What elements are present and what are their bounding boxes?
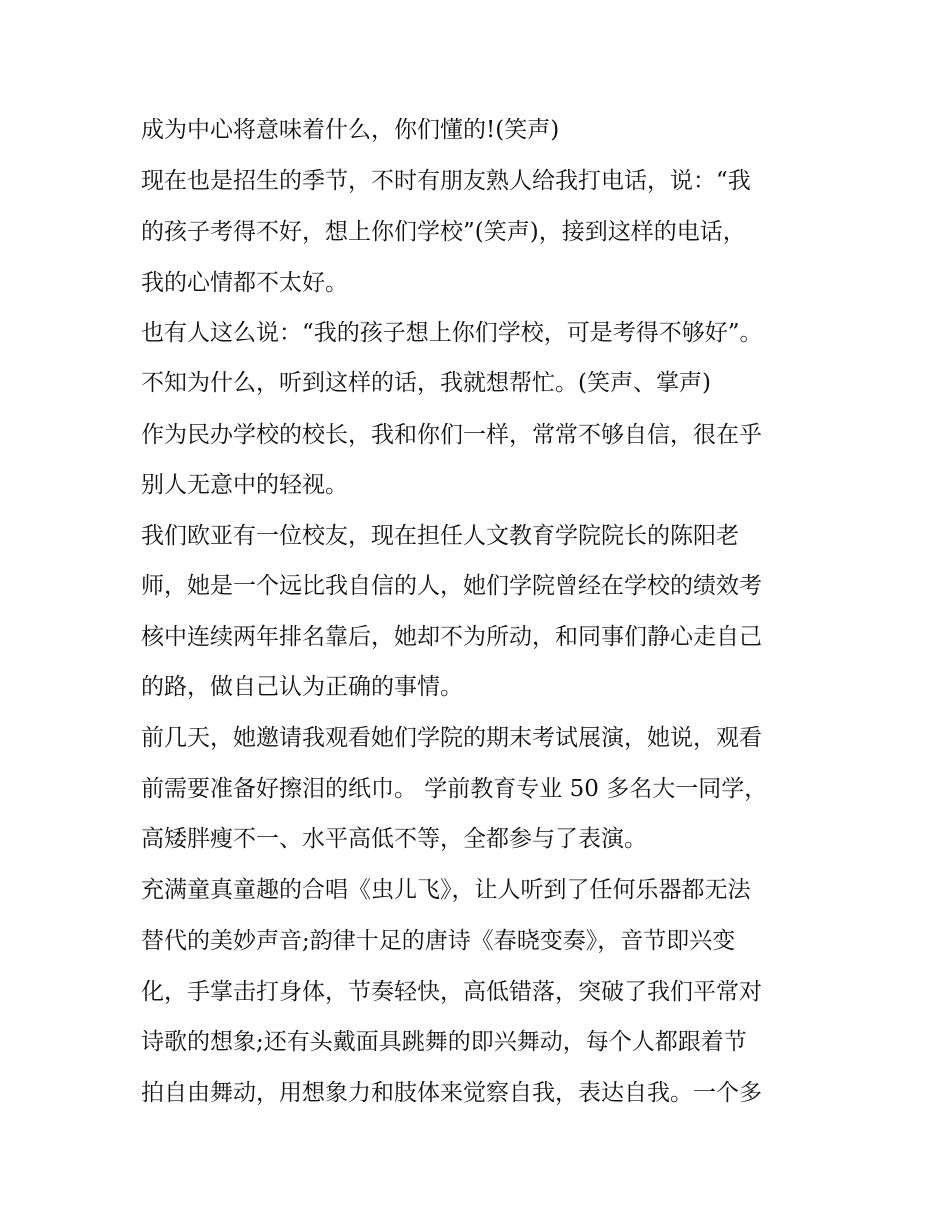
text-line-5: 也有人这么说：“我的孩子想上你们学校，可是考得不够好”。 bbox=[141, 320, 763, 346]
text-line-10: 师，她是一个远比我自信的人，她们学院曾经在学校的绩效考 bbox=[141, 573, 762, 599]
text-line-2: 现在也是招生的季节，不时有朋友熟人给我打电话，说：“我 bbox=[141, 168, 751, 194]
text-line-9: 我们欧亚有一位校友，现在担任人文教育学院院长的陈阳老 bbox=[141, 523, 739, 549]
text-line-11: 核中连续两年排名靠后，她却不为所动，和同事们静心走自己 bbox=[141, 624, 762, 650]
text-line-19: 诗歌的想象;还有头戴面具跳舞的即兴舞动，每个人都跟着节 bbox=[141, 1029, 747, 1055]
text-line-20: 拍自由舞动，用想象力和肢体来觉察自我，表达自我。一个多 bbox=[141, 1080, 762, 1106]
text-line-17: 替代的美妙声音;韵律十足的唐诗《春晓变奏》，音节即兴变 bbox=[141, 928, 736, 954]
text-line-6: 不知为什么，听到这样的话，我就想帮忙。(笑声、掌声) bbox=[141, 370, 711, 396]
text-line-3: 的孩子考得不好，想上你们学校”(笑声)，接到这样的电话， bbox=[141, 219, 746, 245]
text-line-8: 别人无意中的轻视。 bbox=[141, 472, 348, 498]
text-line-14: 前需要准备好擦泪的纸巾。 学前教育专业 50 多名大一同学， bbox=[141, 776, 768, 802]
text-line-1: 成为中心将意味着什么，你们懂的!(笑声) bbox=[141, 117, 560, 143]
text-line-12: 的路，做自己认为正确的事情。 bbox=[141, 674, 463, 700]
text-line-13: 前几天，她邀请我观看她们学院的期末考试展演，她说，观看 bbox=[141, 725, 762, 751]
text-line-15: 高矮胖瘦不一、水平高低不等，全都参与了表演。 bbox=[141, 826, 647, 852]
text-line-7: 作为民办学校的校长，我和你们一样，常常不够自信，很在乎 bbox=[141, 422, 762, 448]
text-line-4: 我的心情都不太好。 bbox=[141, 270, 348, 296]
text-line-16: 充满童真童趣的合唱《虫儿飞》，让人听到了任何乐器都无法 bbox=[141, 877, 751, 903]
text-line-18: 化，手掌击打身体，节奏轻快，高低错落，突破了我们平常对 bbox=[141, 979, 762, 1005]
